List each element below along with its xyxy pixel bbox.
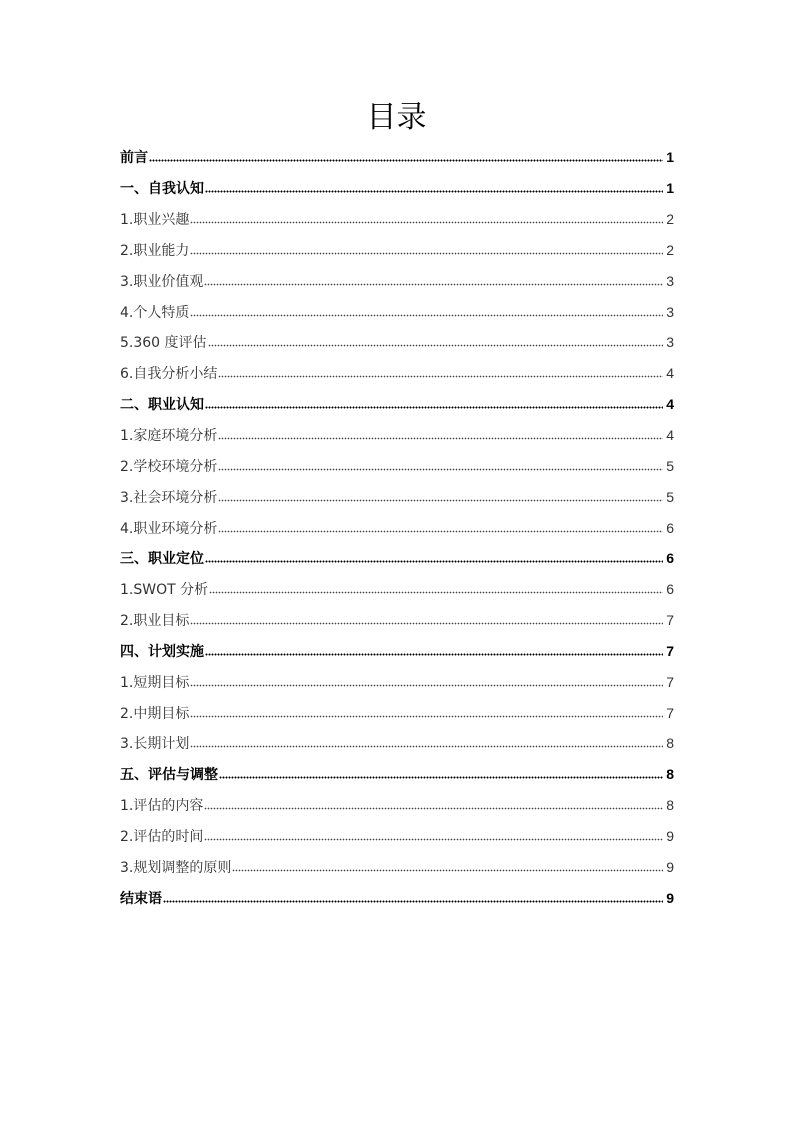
dot-leader xyxy=(218,370,663,384)
dot-leader xyxy=(204,277,663,291)
toc-section-entry[interactable] xyxy=(120,543,674,574)
dot-leader xyxy=(205,555,663,569)
toc-subsection-entry[interactable] xyxy=(120,358,674,389)
toc-entry-label: 3.职业价值观 xyxy=(120,273,204,290)
toc-section-entry[interactable] xyxy=(120,173,674,204)
toc-entry-label: 4.个人特质 xyxy=(120,304,190,321)
dot-leader xyxy=(218,432,663,446)
toc-section-entry[interactable] xyxy=(120,636,674,667)
toc-page-number: 8 xyxy=(666,797,674,814)
toc-entry-label: 1.SWOT 分析 xyxy=(120,582,209,599)
toc-page-number: 6 xyxy=(666,581,674,598)
toc-page-number: 5 xyxy=(666,457,674,474)
toc-entry-label: 前言 xyxy=(120,150,148,167)
dot-leader xyxy=(163,894,663,908)
toc-subsection-entry[interactable] xyxy=(120,265,674,296)
page-title: 目录 xyxy=(366,100,427,135)
toc-page-number: 9 xyxy=(666,889,674,906)
toc-entry-label: 1.短期目标 xyxy=(120,674,190,691)
toc-subsection-entry[interactable] xyxy=(120,697,674,728)
toc-page-number: 6 xyxy=(666,519,674,536)
dot-leader xyxy=(190,308,663,322)
toc-subsection-entry[interactable] xyxy=(120,204,674,235)
toc-page-number: 3 xyxy=(666,272,674,289)
toc-entry-label: 6.自我分析小结 xyxy=(120,366,218,383)
dot-leader xyxy=(205,647,663,661)
toc-page-number: 8 xyxy=(666,766,674,783)
toc-subsection-entry[interactable] xyxy=(120,512,674,543)
toc-page-number: 7 xyxy=(666,704,674,721)
toc-entry-label: 三、职业定位 xyxy=(120,551,204,568)
toc-page-number: 4 xyxy=(666,396,674,413)
toc-subsection-entry[interactable] xyxy=(120,420,674,451)
toc-entry-label: 1.职业兴趣 xyxy=(120,212,190,229)
toc-subsection-entry[interactable] xyxy=(120,790,674,821)
toc-subsection-entry[interactable] xyxy=(120,605,674,636)
toc-page-number: 1 xyxy=(666,149,674,166)
toc-entry-label: 2.中期目标 xyxy=(120,705,190,722)
toc-page-number: 2 xyxy=(666,211,674,228)
toc-subsection-entry[interactable] xyxy=(120,481,674,512)
dot-leader xyxy=(218,493,663,507)
dot-leader xyxy=(204,832,663,846)
toc-subsection-entry[interactable] xyxy=(120,450,674,481)
toc-entry-label: 3.社会环境分析 xyxy=(120,489,218,506)
toc-page-number: 7 xyxy=(666,612,674,629)
toc-subsection-entry[interactable] xyxy=(120,235,674,266)
toc-page-number: 2 xyxy=(666,241,674,258)
dot-leader xyxy=(232,863,663,877)
toc-entry-label: 一、自我认知 xyxy=(120,181,204,198)
dot-leader xyxy=(190,740,663,754)
toc-page-number: 3 xyxy=(666,334,674,351)
toc-entry-label: 3.规划调整的原则 xyxy=(120,859,232,876)
toc-subsection-entry[interactable] xyxy=(120,821,674,852)
dot-leader xyxy=(218,524,663,538)
toc-subsection-entry[interactable] xyxy=(120,296,674,327)
toc-page-number: 4 xyxy=(666,365,674,382)
toc-entry-label: 2.职业目标 xyxy=(120,613,190,630)
toc-page-number: 9 xyxy=(666,858,674,875)
toc-entry-label: 1.家庭环境分析 xyxy=(120,428,218,445)
dot-leader xyxy=(205,185,663,199)
toc-section-entry[interactable] xyxy=(120,882,674,913)
toc-section-entry[interactable] xyxy=(120,142,674,173)
table-of-contents xyxy=(120,142,674,913)
dot-leader xyxy=(204,802,663,816)
toc-entry-label: 4.职业环境分析 xyxy=(120,520,218,537)
dot-leader xyxy=(190,216,663,230)
dot-leader xyxy=(190,678,663,692)
toc-subsection-entry[interactable] xyxy=(120,574,674,605)
toc-section-entry[interactable] xyxy=(120,389,674,420)
toc-page-number: 4 xyxy=(666,427,674,444)
toc-page-number: 8 xyxy=(666,735,674,752)
dot-leader xyxy=(219,771,663,785)
toc-entry-label: 2.学校环境分析 xyxy=(120,458,218,475)
toc-subsection-entry[interactable] xyxy=(120,728,674,759)
toc-entry-label: 2.职业能力 xyxy=(120,242,190,259)
dot-leader xyxy=(190,246,663,260)
toc-entry-label: 四、计划实施 xyxy=(120,643,204,660)
dot-leader xyxy=(190,709,663,723)
toc-section-entry[interactable] xyxy=(120,759,674,790)
toc-page-number: 7 xyxy=(666,673,674,690)
toc-page-number: 7 xyxy=(666,642,674,659)
toc-page-number: 6 xyxy=(666,550,674,567)
toc-entry-label: 3.长期计划 xyxy=(120,736,190,753)
toc-page-number: 5 xyxy=(666,488,674,505)
toc-entry-label: 2.评估的时间 xyxy=(120,828,204,845)
toc-entry-label: 二、职业认知 xyxy=(120,397,204,414)
toc-entry-label: 1.评估的内容 xyxy=(120,798,204,815)
dot-leader xyxy=(190,617,663,631)
dot-leader xyxy=(208,339,664,353)
toc-subsection-entry[interactable] xyxy=(120,666,674,697)
dot-leader xyxy=(209,586,663,600)
toc-entry-label: 结束语 xyxy=(120,890,162,907)
toc-page-number: 1 xyxy=(666,180,674,197)
toc-page-number: 3 xyxy=(666,303,674,320)
toc-subsection-entry[interactable] xyxy=(120,851,674,882)
toc-page-number: 9 xyxy=(666,827,674,844)
dot-leader xyxy=(218,462,663,476)
toc-entry-label: 5.360 度评估 xyxy=(120,335,207,352)
dot-leader xyxy=(149,154,663,168)
toc-subsection-entry[interactable] xyxy=(120,327,674,358)
dot-leader xyxy=(205,401,663,415)
toc-entry-label: 五、评估与调整 xyxy=(120,767,218,784)
